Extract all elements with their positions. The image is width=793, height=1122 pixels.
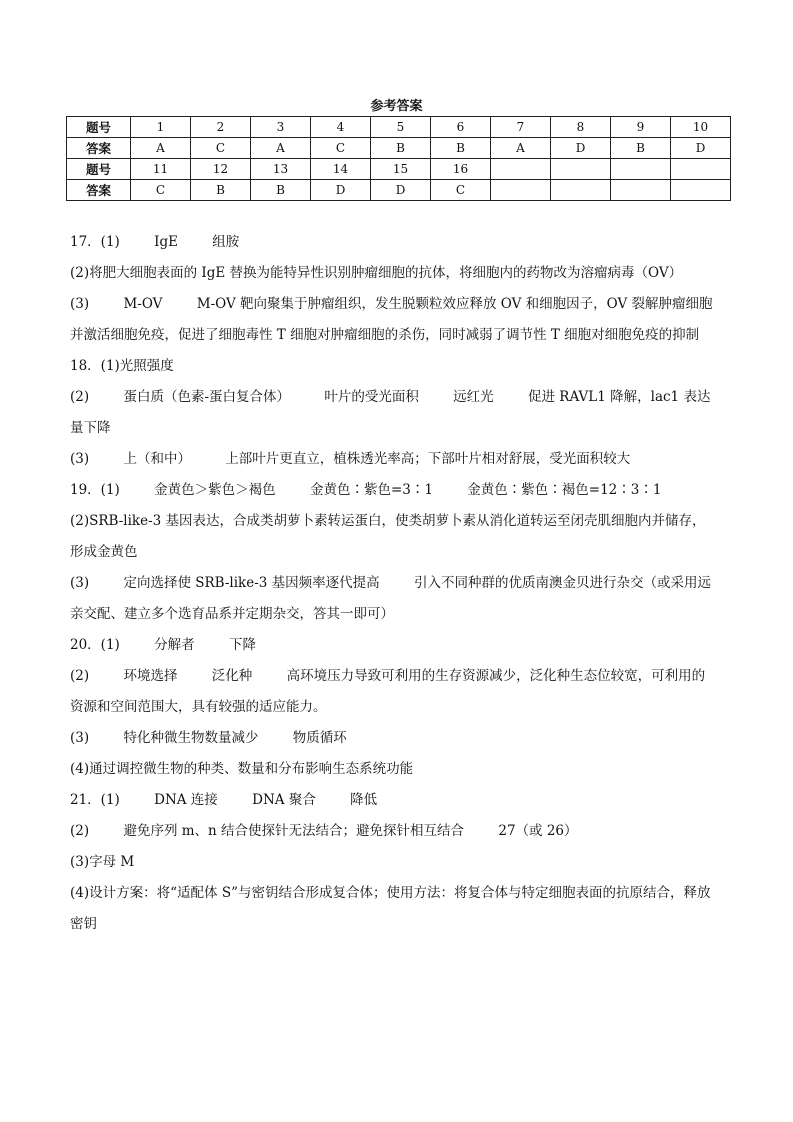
answer-line: (2)将肥大细胞表面的 IgE 替换为能特异性识别肿瘤细胞的抗体，将细胞内的药物改为溶瘤病毒（OV） [70, 265, 683, 281]
table-cell: C [431, 180, 491, 201]
answer-line: (3)字母 M [70, 854, 135, 870]
answer-table [66, 116, 731, 201]
table-cell: B [191, 180, 251, 201]
table-cell: 2 [191, 117, 251, 138]
table-cell: B [431, 138, 491, 159]
table-cell: 13 [251, 159, 311, 180]
row-header: 答案 [67, 138, 131, 159]
answer-line: 亲交配、建立多个选育品系并定期杂交，答其一即可） [70, 606, 394, 622]
table-cell: B [611, 138, 671, 159]
table-cell: 15 [371, 159, 431, 180]
answer-line: (3) 特化种微生物数量减少 物质循环 [70, 730, 347, 746]
table-cell [491, 159, 551, 180]
table-cell: C [311, 138, 371, 159]
table-cell: 1 [131, 117, 191, 138]
answer-line: (3) 上（和中） 上部叶片更直立，植株透光率高；下部叶片相对舒展，受光面积较大 [70, 451, 631, 467]
table-cell: 16 [431, 159, 491, 180]
row-header: 答案 [67, 180, 131, 201]
table-cell: 6 [431, 117, 491, 138]
answer-line: 量下降 [70, 420, 111, 436]
answer-line: 20．(1) 分解者 下降 [70, 637, 256, 653]
table-cell [551, 159, 611, 180]
table-row [67, 138, 731, 159]
page-title: 参考答案 [370, 99, 423, 114]
table-cell: 4 [311, 117, 371, 138]
table-cell: D [551, 138, 611, 159]
table-cell: 12 [191, 159, 251, 180]
answer-line: (3) 定向选择使 SRB-like-3 基因频率逐代提高 引入不同种群的优质南澳金贝进行杂交（或采用远 [70, 575, 711, 591]
table-cell: 14 [311, 159, 371, 180]
answer-line: (2) 环境选择 泛化种 高环境压力导致可利用的生存资源减少，泛化种生态位较宽，可利用的 [70, 668, 706, 684]
table-cell: C [131, 180, 191, 201]
answer-line: (2)SRB-like-3 基因表达，合成类胡萝卜素转运蛋白，使类胡萝卜素从消化道转运至闭壳肌细胞内并储存， [70, 513, 706, 529]
answer-line: 19．(1) 金黄色＞紫色＞褐色 金黄色∶紫色=3∶1 金黄色∶紫色∶褐色=12∶3∶1 [70, 482, 662, 498]
table-cell: 9 [611, 117, 671, 138]
table-cell [611, 159, 671, 180]
table-cell [671, 180, 731, 201]
table-cell: 8 [551, 117, 611, 138]
table-row [67, 180, 731, 201]
table-cell: 10 [671, 117, 731, 138]
answer-line: 形成金黄色 [70, 544, 138, 560]
table-row [67, 159, 731, 180]
table-row [67, 117, 731, 138]
answer-line: (4)设计方案：将“适配体 S”与密钥结合形成复合体；使用方法：将复合体与特定细胞表面的抗原结合，释放 [70, 885, 711, 901]
table-cell [491, 180, 551, 201]
answer-line: (4)通过调控微生物的种类、数量和分布影响生态系统功能 [70, 761, 414, 777]
answer-line: 资源和空间范围大，具有较强的适应能力。 [70, 699, 327, 715]
table-cell [551, 180, 611, 201]
table-cell: B [371, 138, 431, 159]
table-cell [611, 180, 671, 201]
table-cell: A [251, 138, 311, 159]
table-cell: C [191, 138, 251, 159]
table-cell: A [491, 138, 551, 159]
table-cell: 11 [131, 159, 191, 180]
table-cell: D [671, 138, 731, 159]
table-cell [671, 159, 731, 180]
answer-line: 并激活细胞免疫，促进了细胞毒性 T 细胞对肿瘤细胞的杀伤，同时减弱了调节性 T 细胞对细胞免疫的抑制 [70, 327, 700, 343]
table-cell: B [251, 180, 311, 201]
table-cell: 3 [251, 117, 311, 138]
table-cell: A [131, 138, 191, 159]
answer-line: (2) 避免序列 m、n 结合使探针无法结合；避免探针相互结合 27（或 26） [70, 823, 578, 839]
answer-line: 密钥 [70, 916, 97, 932]
answer-line: 21．(1) DNA 连接 DNA 聚合 降低 [70, 792, 378, 808]
answer-line: (3) M-OV M-OV 靶向聚集于肿瘤组织，发生脱颗粒效应释放 OV 和细胞因子，OV 裂解肿瘤细胞 [70, 296, 713, 312]
table-cell: D [311, 180, 371, 201]
row-header: 题号 [67, 117, 131, 138]
answer-line: 17．(1) IgE 组胺 [70, 234, 240, 250]
row-header: 题号 [67, 159, 131, 180]
table-cell: 5 [371, 117, 431, 138]
table-cell: 7 [491, 117, 551, 138]
answer-line: (2) 蛋白质（色素-蛋白复合体） 叶片的受光面积 远红光 促进 RAVL1 降解，lac1 表达 [70, 389, 711, 405]
answer-line: 18．(1)光照强度 [70, 358, 174, 374]
table-cell: D [371, 180, 431, 201]
